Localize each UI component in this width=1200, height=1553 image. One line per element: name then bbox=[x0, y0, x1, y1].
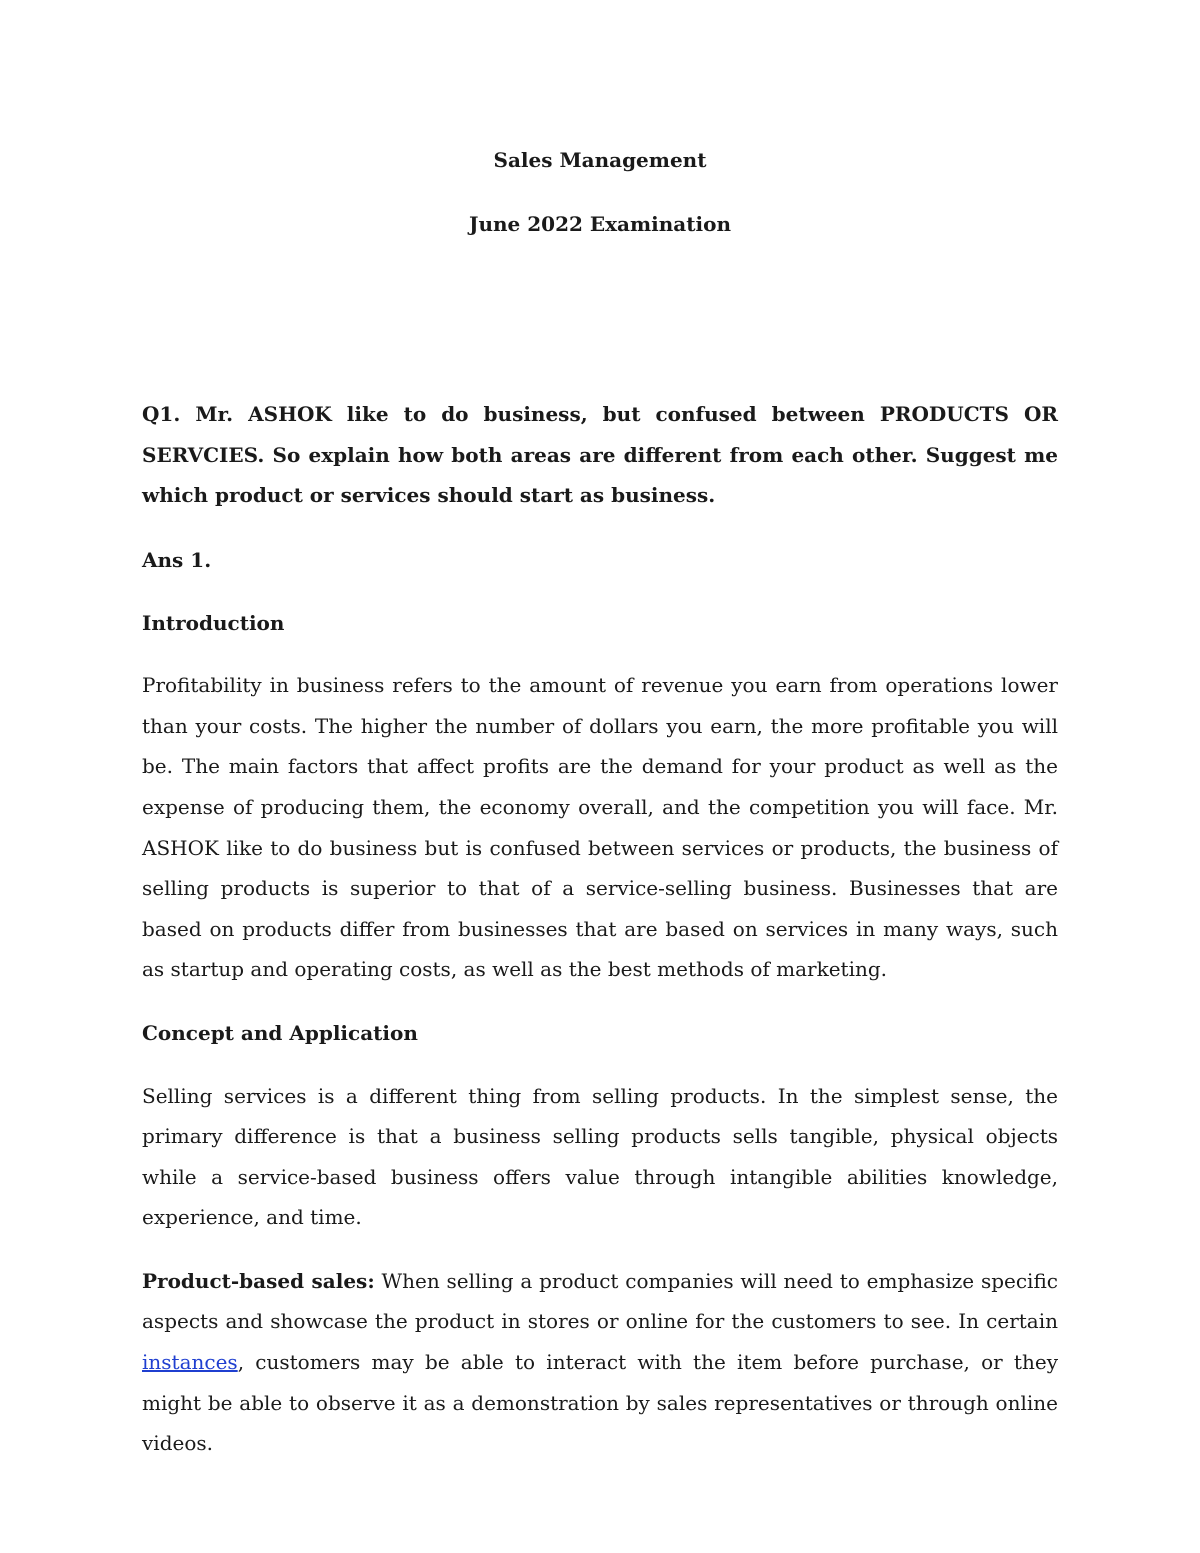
document-title: Sales Management bbox=[493, 148, 707, 172]
introduction-heading: Introduction bbox=[142, 610, 285, 635]
instances-link[interactable]: instances bbox=[142, 1350, 238, 1375]
concept-paragraph: Selling services is a different thing from selling products. In the simplest sense, the primary difference is that a business selling products sells tangible, physical objects while a service-based business offers value through intangible abilities knowledge, experience, and time. bbox=[142, 1083, 1058, 1230]
product-based-label: Product-based sales: bbox=[142, 1268, 375, 1293]
product-text-part-2: , customers may be able to interact with the item before purchase, or they might be able to observe it as a demonstration by sales representatives or through online videos. bbox=[142, 1350, 1058, 1456]
document-subtitle: June 2022 Examination bbox=[469, 211, 731, 236]
concept-heading: Concept and Application bbox=[142, 1020, 418, 1045]
product-text-part-1: When selling a product companies will need to emphasize specific aspects and showcase the product in stores or online for the customers to see. In certain bbox=[142, 1268, 1058, 1334]
document-body bbox=[142, 140, 1058, 1487]
answer-label: Ans 1. bbox=[142, 547, 212, 572]
introduction-paragraph: Profitability in business refers to the amount of revenue you earn from operations lower than your costs. The higher the number of dollars you earn, the more profitable you will be. The main factors that affect profits are the demand for your product as well as the expense of producing them, the economy overall, and the competition you will face. Mr. ASHOK like to do business but is confused between services or products, the business of selling products is superior to that of a service-selling business. Businesses that are based on products differ from businesses that are based on services in many ways, such as startup and operating costs, as well as the best methods of marketing. bbox=[142, 673, 1058, 982]
question-text: Q1. Mr. ASHOK like to do business, but confused between PRODUCTS OR SERVCIES. So explain how both areas are different from each other. Suggest me which product or services should start as business. bbox=[142, 402, 1058, 508]
product-based-paragraph bbox=[142, 1261, 1058, 1464]
